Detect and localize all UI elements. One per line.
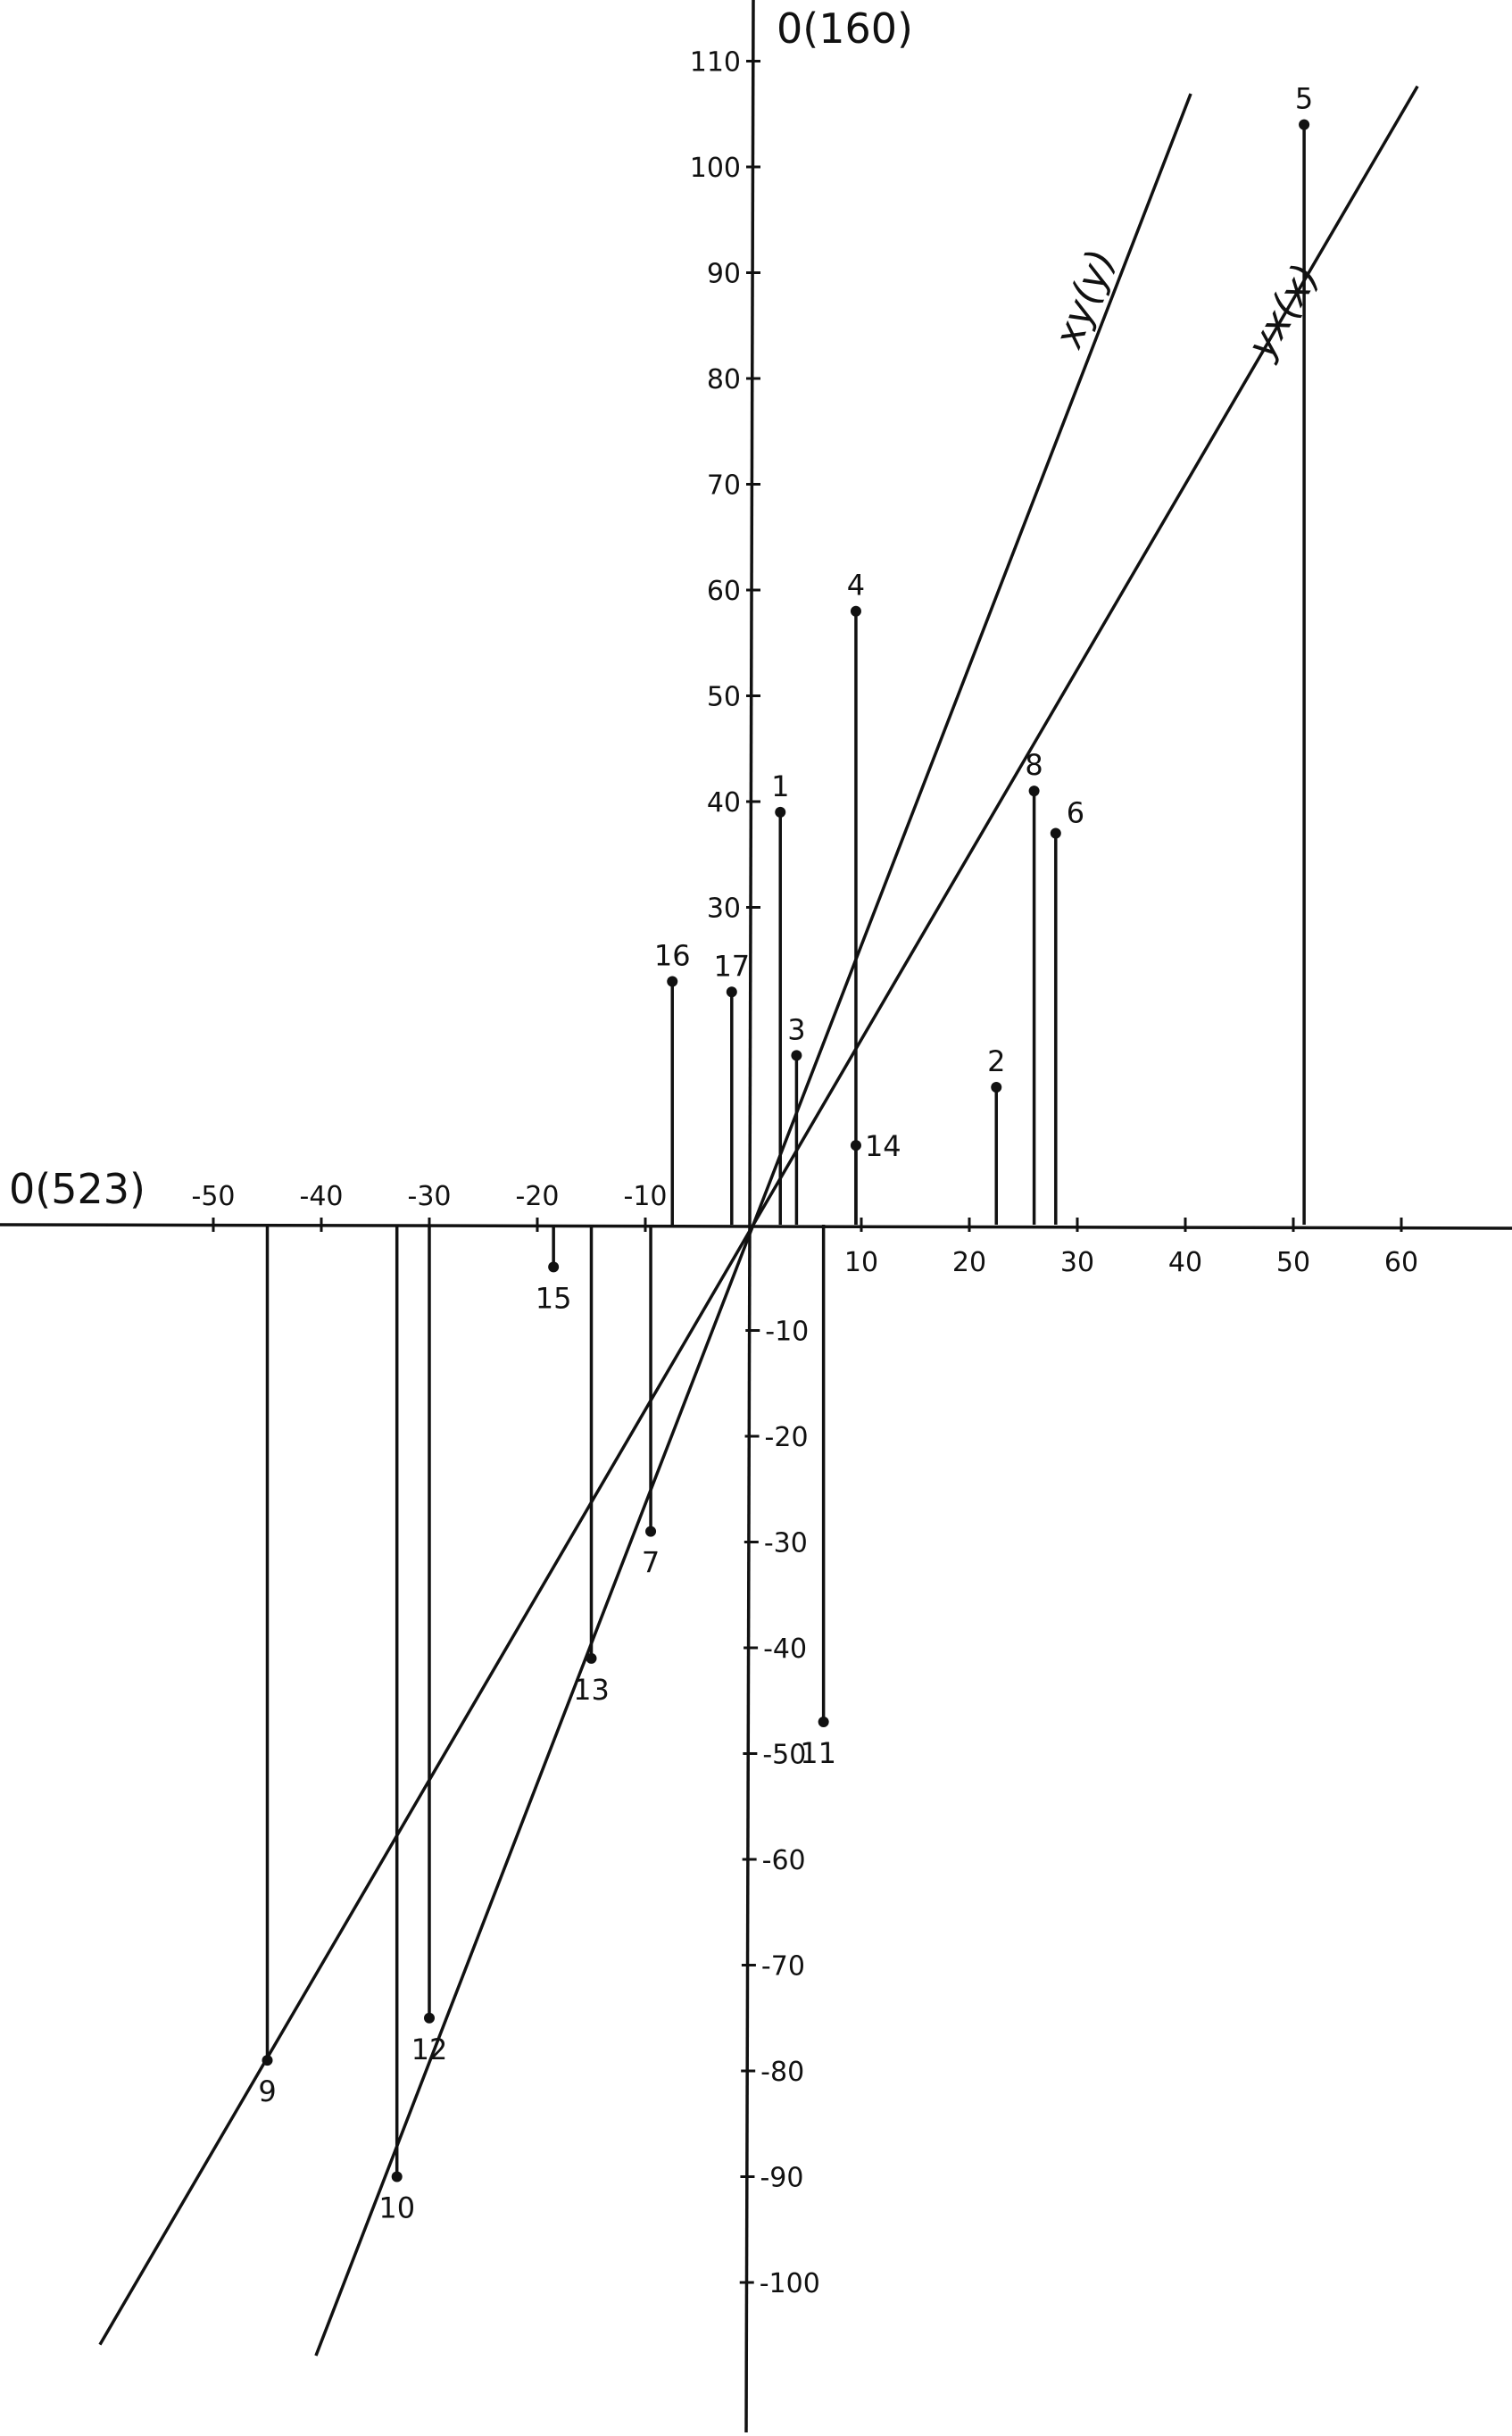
x-tick-label: -50 <box>191 1181 236 1212</box>
data-point-label: 7 <box>641 1545 660 1580</box>
x-tick-label: -30 <box>407 1181 452 1212</box>
data-point-label: 17 <box>713 949 751 984</box>
point-stems <box>258 82 1313 2225</box>
y-origin-label: 0(160) <box>777 4 913 53</box>
data-point-label: 8 <box>1025 748 1043 783</box>
data-point-label: 3 <box>787 1012 806 1047</box>
data-point-label: 2 <box>987 1043 1006 1078</box>
regression-line-label: xy(y) <box>1045 243 1125 354</box>
x-axis <box>0 1225 1512 1228</box>
data-point-label: 4 <box>846 568 866 603</box>
x-origin-label: 0(523) <box>9 1165 145 1213</box>
data-point <box>851 606 861 617</box>
data-point <box>424 2013 435 2024</box>
data-point <box>818 1717 829 1727</box>
y-tick-label: 50 <box>706 681 741 713</box>
data-point <box>392 2172 403 2182</box>
regression-line <box>100 87 1417 2345</box>
x-axis-ticks <box>192 1181 1419 1278</box>
y-tick-label: 40 <box>706 787 741 819</box>
regression-line-label: yx(x) <box>1239 256 1329 366</box>
data-point <box>667 976 677 986</box>
x-tick-label: -20 <box>515 1181 560 1212</box>
data-point <box>727 986 737 997</box>
data-point-label: 11 <box>800 1735 837 1770</box>
x-tick-label: 30 <box>1059 1247 1095 1278</box>
x-tick-label: 50 <box>1275 1247 1311 1278</box>
y-axis <box>746 0 753 2432</box>
data-point <box>1299 120 1309 130</box>
y-axis-ticks <box>690 47 820 2300</box>
y-tick-label: -80 <box>760 2057 805 2088</box>
y-tick-label: -40 <box>763 1634 808 1665</box>
data-point <box>262 2055 273 2066</box>
data-point <box>775 807 785 818</box>
data-point-label: 13 <box>573 1672 610 1707</box>
y-tick-label: 90 <box>706 258 741 290</box>
x-tick-label: -40 <box>299 1181 344 1212</box>
y-tick-label: -100 <box>759 2268 820 2299</box>
y-tick-label: 60 <box>706 576 741 607</box>
y-tick-label: -60 <box>761 1845 806 1876</box>
y-tick-label: -30 <box>763 1527 808 1559</box>
data-point-label: 16 <box>653 938 691 973</box>
data-point-label: 9 <box>258 2074 277 2109</box>
y-tick-label: -50 <box>762 1739 807 1771</box>
data-point-label: 5 <box>1294 81 1314 116</box>
data-point-label: 1 <box>771 769 790 803</box>
x-tick-label: 20 <box>951 1247 987 1278</box>
data-point <box>1051 828 1061 839</box>
y-tick-label: 80 <box>706 364 741 395</box>
data-point <box>645 1526 656 1537</box>
x-tick-label: 40 <box>1167 1247 1203 1278</box>
y-tick-label: -20 <box>764 1422 809 1453</box>
data-point-label: 15 <box>535 1281 572 1316</box>
data-point-label: 6 <box>1066 795 1085 830</box>
data-point <box>791 1050 802 1060</box>
x-tick-label: 60 <box>1383 1247 1419 1278</box>
data-point <box>586 1653 597 1664</box>
data-point <box>991 1082 1001 1093</box>
y-tick-label: 110 <box>689 46 741 79</box>
y-tick-label: 70 <box>706 470 741 502</box>
data-point <box>548 1261 559 1272</box>
x-tick-label: 10 <box>843 1247 879 1278</box>
data-point <box>851 1140 861 1151</box>
y-tick-label: 30 <box>706 893 741 925</box>
data-point-label: 10 <box>378 2191 416 2225</box>
data-point <box>1029 786 1040 796</box>
y-tick-label: -90 <box>760 2162 804 2194</box>
data-point-label: 12 <box>411 2032 448 2066</box>
y-tick-label: -10 <box>765 1316 810 1348</box>
y-tick-label: -70 <box>760 1950 805 1983</box>
regression-lines <box>100 87 1417 2356</box>
data-point-label: 14 <box>864 1129 901 1164</box>
y-tick-label: 100 <box>689 153 741 184</box>
x-tick-label: -10 <box>623 1181 668 1212</box>
